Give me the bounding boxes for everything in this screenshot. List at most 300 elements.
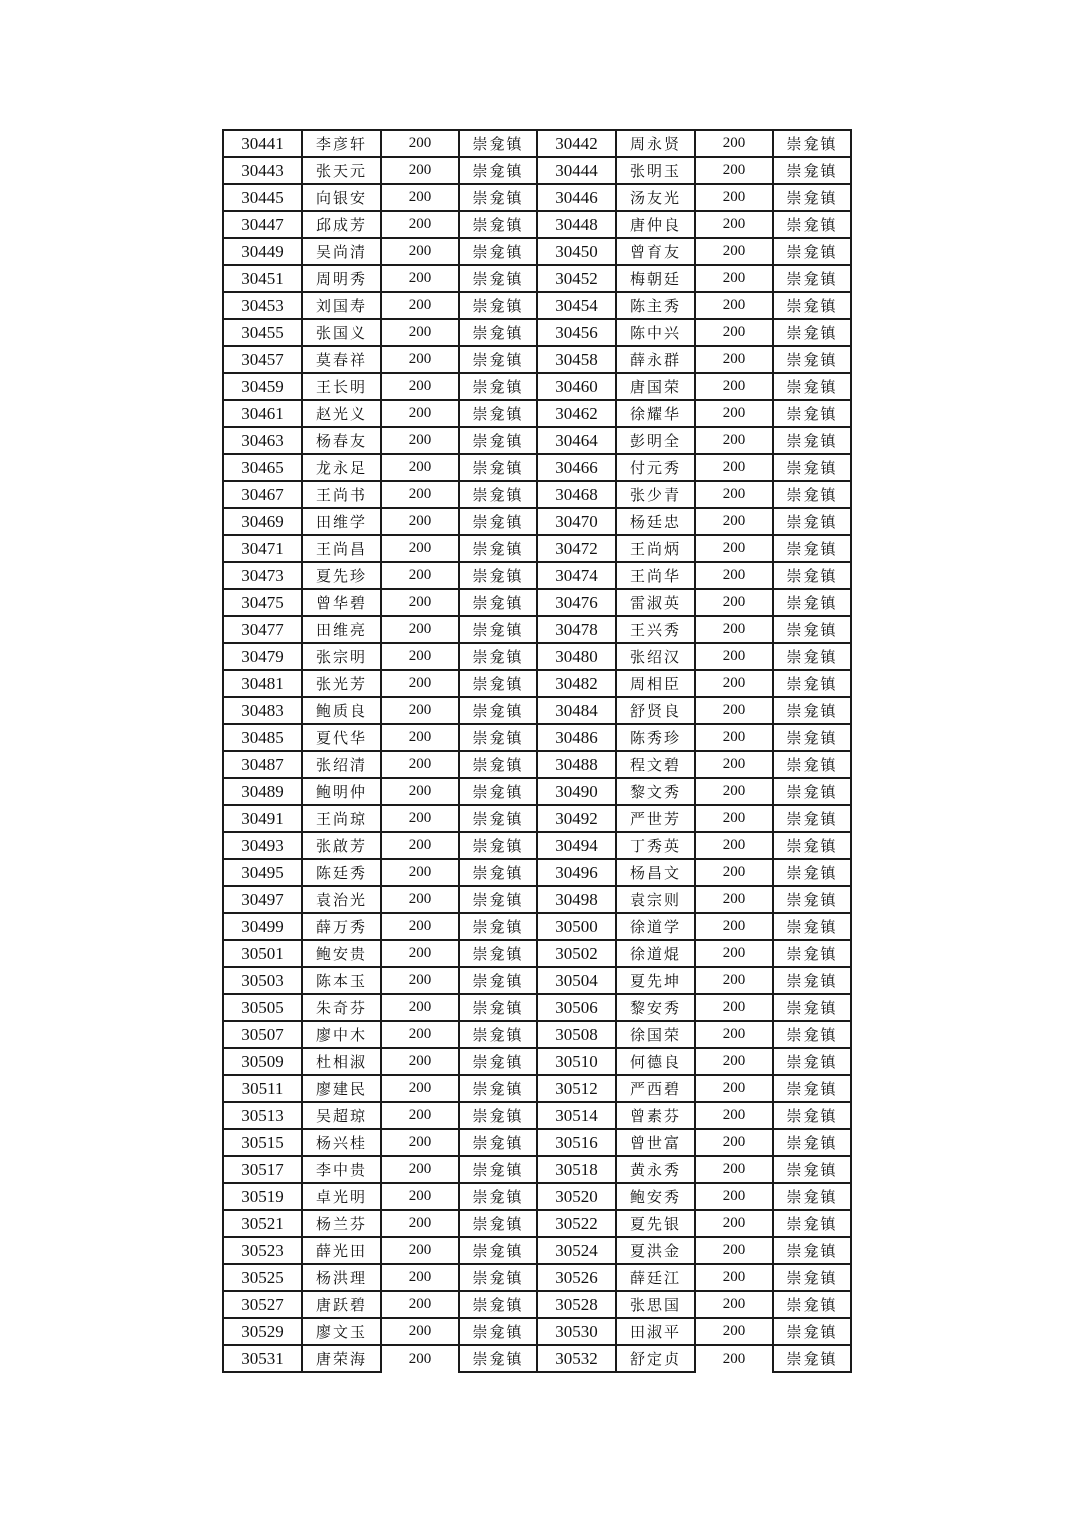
record-number-cell: 30468 [537,481,616,508]
person-name-cell: 田维学 [302,508,381,535]
amount-cell: 200 [381,886,459,913]
person-name-cell: 田维亮 [302,616,381,643]
person-name-cell: 张国义 [302,319,381,346]
township-cell: 崇龛镇 [459,346,537,373]
roster-table [222,129,852,1373]
township-cell: 崇龛镇 [773,1345,851,1372]
record-number-cell: 30501 [223,940,302,967]
table-row [223,1318,851,1345]
amount-cell: 200 [695,886,773,913]
township-cell: 崇龛镇 [773,373,851,400]
person-name-cell: 廖建民 [302,1075,381,1102]
person-name-cell: 程文碧 [616,751,695,778]
amount-cell: 200 [695,373,773,400]
amount-cell: 200 [381,238,459,265]
table-row [223,373,851,400]
township-cell: 崇龛镇 [773,859,851,886]
township-cell: 崇龛镇 [773,1318,851,1345]
amount-cell: 200 [381,1156,459,1183]
record-number-cell: 30470 [537,508,616,535]
table-row [223,805,851,832]
township-cell: 崇龛镇 [459,886,537,913]
table-row [223,1102,851,1129]
amount-cell: 200 [381,616,459,643]
record-number-cell: 30525 [223,1264,302,1291]
amount-cell: 200 [695,832,773,859]
amount-cell: 200 [695,211,773,238]
amount-cell: 200 [381,130,459,157]
township-cell: 崇龛镇 [773,670,851,697]
amount-cell: 200 [695,1318,773,1345]
amount-cell: 200 [695,1021,773,1048]
record-number-cell: 30512 [537,1075,616,1102]
township-cell: 崇龛镇 [459,1345,537,1372]
amount-cell: 200 [381,211,459,238]
township-cell: 崇龛镇 [459,1075,537,1102]
record-number-cell: 30532 [537,1345,616,1372]
record-number-cell: 30455 [223,319,302,346]
roster-body [223,130,851,1372]
township-cell: 崇龛镇 [773,130,851,157]
township-cell: 崇龛镇 [773,643,851,670]
amount-cell: 200 [695,643,773,670]
township-cell: 崇龛镇 [459,508,537,535]
record-number-cell: 30458 [537,346,616,373]
record-number-cell: 30485 [223,724,302,751]
amount-cell: 200 [381,1021,459,1048]
township-cell: 崇龛镇 [459,994,537,1021]
record-number-cell: 30488 [537,751,616,778]
table-row [223,886,851,913]
township-cell: 崇龛镇 [773,211,851,238]
table-row [223,751,851,778]
township-cell: 崇龛镇 [459,1129,537,1156]
township-cell: 崇龛镇 [459,211,537,238]
person-name-cell: 杨兴桂 [302,1129,381,1156]
person-name-cell: 田淑平 [616,1318,695,1345]
person-name-cell: 曾育友 [616,238,695,265]
person-name-cell: 夏洪金 [616,1237,695,1264]
amount-cell: 200 [695,454,773,481]
record-number-cell: 30480 [537,643,616,670]
record-number-cell: 30486 [537,724,616,751]
person-name-cell: 夏先银 [616,1210,695,1237]
record-number-cell: 30483 [223,697,302,724]
amount-cell: 200 [695,346,773,373]
amount-cell: 200 [695,994,773,1021]
person-name-cell: 廖文玉 [302,1318,381,1345]
record-number-cell: 30461 [223,400,302,427]
amount-cell: 200 [695,400,773,427]
person-name-cell: 鲍质良 [302,697,381,724]
person-name-cell: 梅朝廷 [616,265,695,292]
record-number-cell: 30478 [537,616,616,643]
person-name-cell: 莫春祥 [302,346,381,373]
amount-cell: 200 [695,1129,773,1156]
table-row [223,535,851,562]
township-cell: 崇龛镇 [459,373,537,400]
township-cell: 崇龛镇 [459,238,537,265]
record-number-cell: 30489 [223,778,302,805]
record-number-cell: 30479 [223,643,302,670]
township-cell: 崇龛镇 [459,1237,537,1264]
table-row [223,319,851,346]
record-number-cell: 30528 [537,1291,616,1318]
township-cell: 崇龛镇 [459,1048,537,1075]
person-name-cell: 张思国 [616,1291,695,1318]
record-number-cell: 30466 [537,454,616,481]
person-name-cell: 夏代华 [302,724,381,751]
record-number-cell: 30514 [537,1102,616,1129]
township-cell: 崇龛镇 [459,1102,537,1129]
township-cell: 崇龛镇 [459,265,537,292]
amount-cell: 200 [381,1102,459,1129]
amount-cell: 200 [381,913,459,940]
record-number-cell: 30447 [223,211,302,238]
township-cell: 崇龛镇 [773,697,851,724]
table-row [223,616,851,643]
record-number-cell: 30513 [223,1102,302,1129]
record-number-cell: 30454 [537,292,616,319]
record-number-cell: 30443 [223,157,302,184]
amount-cell: 200 [695,427,773,454]
township-cell: 崇龛镇 [773,1048,851,1075]
record-number-cell: 30508 [537,1021,616,1048]
person-name-cell: 周永贤 [616,130,695,157]
amount-cell: 200 [695,940,773,967]
record-number-cell: 30456 [537,319,616,346]
amount-cell: 200 [381,724,459,751]
record-number-cell: 30459 [223,373,302,400]
township-cell: 崇龛镇 [773,238,851,265]
person-name-cell: 吴超琼 [302,1102,381,1129]
amount-cell: 200 [381,1075,459,1102]
person-name-cell: 张明玉 [616,157,695,184]
record-number-cell: 30441 [223,130,302,157]
table-row [223,859,851,886]
township-cell: 崇龛镇 [773,319,851,346]
person-name-cell: 汤友光 [616,184,695,211]
record-number-cell: 30520 [537,1183,616,1210]
table-row [223,589,851,616]
person-name-cell: 唐荣海 [302,1345,381,1372]
table-row [223,346,851,373]
record-number-cell: 30492 [537,805,616,832]
record-number-cell: 30500 [537,913,616,940]
record-number-cell: 30444 [537,157,616,184]
table-row [223,1048,851,1075]
township-cell: 崇龛镇 [459,724,537,751]
township-cell: 崇龛镇 [459,481,537,508]
person-name-cell: 徐道焜 [616,940,695,967]
person-name-cell: 周明秀 [302,265,381,292]
amount-cell: 200 [381,1210,459,1237]
amount-cell: 200 [381,1318,459,1345]
township-cell: 崇龛镇 [773,589,851,616]
record-number-cell: 30524 [537,1237,616,1264]
table-row [223,1291,851,1318]
township-cell: 崇龛镇 [773,1237,851,1264]
amount-cell: 200 [695,481,773,508]
township-cell: 崇龛镇 [459,427,537,454]
person-name-cell: 袁宗则 [616,886,695,913]
record-number-cell: 30467 [223,481,302,508]
township-cell: 崇龛镇 [459,616,537,643]
township-cell: 崇龛镇 [773,751,851,778]
person-name-cell: 鲍安秀 [616,1183,695,1210]
person-name-cell: 袁治光 [302,886,381,913]
amount-cell: 200 [381,1264,459,1291]
person-name-cell: 徐耀华 [616,400,695,427]
record-number-cell: 30498 [537,886,616,913]
township-cell: 崇龛镇 [459,184,537,211]
person-name-cell: 薛廷江 [616,1264,695,1291]
township-cell: 崇龛镇 [773,1021,851,1048]
record-number-cell: 30484 [537,697,616,724]
table-row [223,211,851,238]
township-cell: 崇龛镇 [773,1183,851,1210]
amount-cell: 200 [381,292,459,319]
amount-cell: 200 [695,1156,773,1183]
township-cell: 崇龛镇 [773,265,851,292]
table-row [223,670,851,697]
record-number-cell: 30450 [537,238,616,265]
township-cell: 崇龛镇 [459,778,537,805]
amount-cell: 200 [695,508,773,535]
record-number-cell: 30442 [537,130,616,157]
township-cell: 崇龛镇 [459,157,537,184]
amount-cell: 200 [381,1183,459,1210]
record-number-cell: 30474 [537,562,616,589]
record-number-cell: 30510 [537,1048,616,1075]
township-cell: 崇龛镇 [459,670,537,697]
record-number-cell: 30457 [223,346,302,373]
person-name-cell: 李彦轩 [302,130,381,157]
record-number-cell: 30453 [223,292,302,319]
table-row [223,1021,851,1048]
person-name-cell: 舒定贞 [616,1345,695,1372]
amount-cell: 200 [381,454,459,481]
amount-cell: 200 [695,1183,773,1210]
table-row [223,184,851,211]
table-row [223,913,851,940]
township-cell: 崇龛镇 [459,1264,537,1291]
person-name-cell: 王尚华 [616,562,695,589]
record-number-cell: 30481 [223,670,302,697]
township-cell: 崇龛镇 [773,157,851,184]
table-row [223,778,851,805]
township-cell: 崇龛镇 [459,1291,537,1318]
record-number-cell: 30504 [537,967,616,994]
amount-cell: 200 [695,859,773,886]
amount-cell: 200 [695,184,773,211]
record-number-cell: 30530 [537,1318,616,1345]
table-row [223,994,851,1021]
person-name-cell: 严世芳 [616,805,695,832]
person-name-cell: 李中贵 [302,1156,381,1183]
amount-cell: 200 [381,535,459,562]
township-cell: 崇龛镇 [773,535,851,562]
person-name-cell: 赵光义 [302,400,381,427]
person-name-cell: 杨洪理 [302,1264,381,1291]
person-name-cell: 鲍明仲 [302,778,381,805]
record-number-cell: 30452 [537,265,616,292]
record-number-cell: 30527 [223,1291,302,1318]
person-name-cell: 付元秀 [616,454,695,481]
table-row [223,1210,851,1237]
person-name-cell: 张绍汉 [616,643,695,670]
amount-cell: 200 [381,427,459,454]
person-name-cell: 鲍安贵 [302,940,381,967]
amount-cell: 200 [695,265,773,292]
amount-cell: 200 [381,670,459,697]
township-cell: 崇龛镇 [459,940,537,967]
amount-cell: 200 [381,589,459,616]
amount-cell: 200 [695,157,773,184]
person-name-cell: 朱奇芬 [302,994,381,1021]
table-row [223,454,851,481]
record-number-cell: 30445 [223,184,302,211]
record-number-cell: 30449 [223,238,302,265]
record-number-cell: 30523 [223,1237,302,1264]
record-number-cell: 30494 [537,832,616,859]
person-name-cell: 曾华碧 [302,589,381,616]
record-number-cell: 30448 [537,211,616,238]
person-name-cell: 严西碧 [616,1075,695,1102]
person-name-cell: 杨昌文 [616,859,695,886]
table-row [223,130,851,157]
amount-cell: 200 [381,859,459,886]
table-row [223,967,851,994]
person-name-cell: 唐仲良 [616,211,695,238]
person-name-cell: 龙永足 [302,454,381,481]
record-number-cell: 30495 [223,859,302,886]
township-cell: 崇龛镇 [773,1156,851,1183]
person-name-cell: 王尚琼 [302,805,381,832]
amount-cell: 200 [381,400,459,427]
amount-cell: 200 [695,1075,773,1102]
amount-cell: 200 [695,670,773,697]
township-cell: 崇龛镇 [459,832,537,859]
amount-cell: 200 [695,1237,773,1264]
township-cell: 崇龛镇 [773,1291,851,1318]
township-cell: 崇龛镇 [773,724,851,751]
table-row [223,265,851,292]
person-name-cell: 张光芳 [302,670,381,697]
person-name-cell: 张少青 [616,481,695,508]
person-name-cell: 杨廷忠 [616,508,695,535]
amount-cell: 200 [695,130,773,157]
record-number-cell: 30502 [537,940,616,967]
table-row [223,1345,851,1372]
township-cell: 崇龛镇 [773,1210,851,1237]
township-cell: 崇龛镇 [773,967,851,994]
record-number-cell: 30475 [223,589,302,616]
record-number-cell: 30476 [537,589,616,616]
amount-cell: 200 [381,1048,459,1075]
person-name-cell: 吴尚清 [302,238,381,265]
township-cell: 崇龛镇 [773,400,851,427]
record-number-cell: 30446 [537,184,616,211]
amount-cell: 200 [381,751,459,778]
person-name-cell: 王兴秀 [616,616,695,643]
amount-cell: 200 [695,1291,773,1318]
person-name-cell: 曾素芬 [616,1102,695,1129]
amount-cell: 200 [381,373,459,400]
person-name-cell: 陈秀珍 [616,724,695,751]
person-name-cell: 王长明 [302,373,381,400]
record-number-cell: 30516 [537,1129,616,1156]
table-row [223,1237,851,1264]
record-number-cell: 30473 [223,562,302,589]
person-name-cell: 杨兰芬 [302,1210,381,1237]
amount-cell: 200 [381,1345,459,1372]
table-row [223,1075,851,1102]
person-name-cell: 唐跃碧 [302,1291,381,1318]
township-cell: 崇龛镇 [459,1021,537,1048]
record-number-cell: 30526 [537,1264,616,1291]
record-number-cell: 30465 [223,454,302,481]
record-number-cell: 30477 [223,616,302,643]
record-number-cell: 30482 [537,670,616,697]
table-row [223,697,851,724]
township-cell: 崇龛镇 [773,508,851,535]
amount-cell: 200 [695,778,773,805]
person-name-cell: 丁秀英 [616,832,695,859]
amount-cell: 200 [381,940,459,967]
amount-cell: 200 [381,994,459,1021]
person-name-cell: 陈主秀 [616,292,695,319]
township-cell: 崇龛镇 [773,454,851,481]
table-row [223,508,851,535]
person-name-cell: 彭明全 [616,427,695,454]
amount-cell: 200 [381,832,459,859]
amount-cell: 200 [695,562,773,589]
table-row [223,1156,851,1183]
amount-cell: 200 [381,967,459,994]
amount-cell: 200 [381,481,459,508]
record-number-cell: 30522 [537,1210,616,1237]
amount-cell: 200 [381,508,459,535]
person-name-cell: 邱成芳 [302,211,381,238]
amount-cell: 200 [695,805,773,832]
amount-cell: 200 [695,751,773,778]
record-number-cell: 30462 [537,400,616,427]
record-number-cell: 30521 [223,1210,302,1237]
record-number-cell: 30469 [223,508,302,535]
amount-cell: 200 [381,643,459,670]
amount-cell: 200 [381,265,459,292]
amount-cell: 200 [695,913,773,940]
amount-cell: 200 [695,1048,773,1075]
township-cell: 崇龛镇 [459,913,537,940]
person-name-cell: 黄永秀 [616,1156,695,1183]
person-name-cell: 薛光田 [302,1237,381,1264]
table-row [223,427,851,454]
amount-cell: 200 [695,1345,773,1372]
person-name-cell: 徐国荣 [616,1021,695,1048]
township-cell: 崇龛镇 [459,589,537,616]
township-cell: 崇龛镇 [773,886,851,913]
person-name-cell: 黎安秀 [616,994,695,1021]
person-name-cell: 王尚昌 [302,535,381,562]
table-row [223,292,851,319]
record-number-cell: 30471 [223,535,302,562]
township-cell: 崇龛镇 [773,292,851,319]
person-name-cell: 张宗明 [302,643,381,670]
table-row [223,562,851,589]
amount-cell: 200 [381,1237,459,1264]
